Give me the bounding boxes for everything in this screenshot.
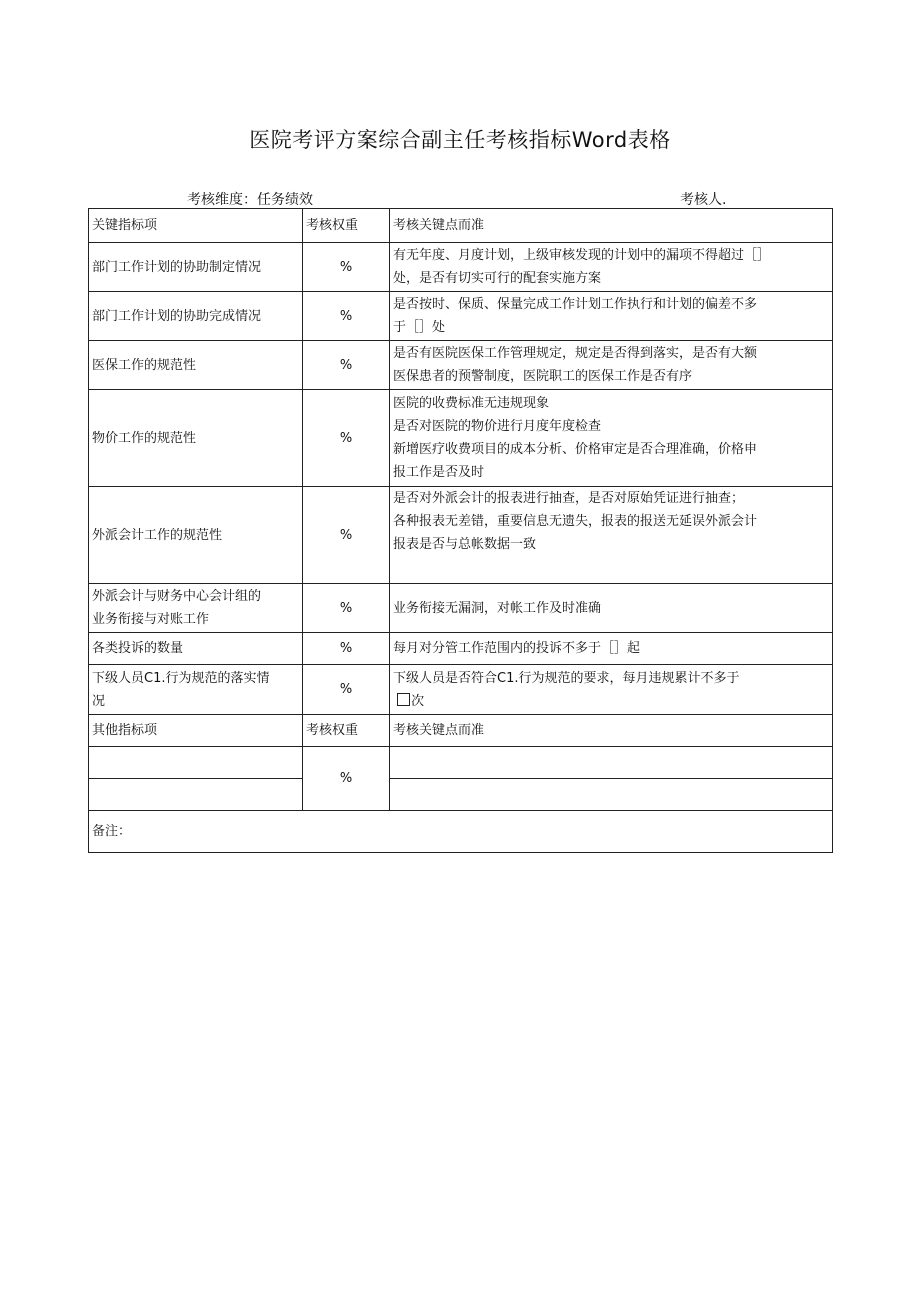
indicator-cell (89, 243, 303, 292)
table-row (89, 584, 833, 633)
table-row (89, 292, 833, 341)
criteria-line: 新增医疗收费项目的成本分析、价格审定是否合理准确，价格申 (393, 442, 758, 457)
table-row (89, 487, 833, 584)
other-criteria-cell[interactable] (390, 747, 833, 779)
criteria-line: 是否对医院的物价进行月度年度检查 (393, 419, 602, 434)
checkbox-icon (397, 693, 410, 706)
indicator-text: 医保工作的规范性 (92, 357, 197, 373)
assessor-label: 考核人. (680, 192, 727, 208)
table-row (89, 341, 833, 390)
criteria-cell (390, 633, 833, 665)
indicator-text: 外派会计与财务中心会计组的 (92, 589, 262, 604)
criteria-line: 有无年度、月度计划，上级审核发现的计划中的漏项不得超过［］ (393, 248, 771, 263)
remarks-row (89, 811, 833, 853)
other-criteria-cell[interactable] (390, 779, 833, 811)
weight-cell: % (303, 390, 390, 487)
other-header-row (89, 715, 833, 747)
criteria-line: 处，是否有切实可行的配套实施方案 (393, 271, 602, 286)
header-criteria: 考核关键点而准 (390, 715, 833, 747)
document-title: 医院考评方案综合副主任考核指标Word表格 (249, 128, 671, 152)
criteria-cell (390, 584, 833, 633)
indicator-cell (89, 633, 303, 665)
criteria-cell (390, 292, 833, 341)
header-weight: 考核权重 (303, 209, 390, 243)
indicator-text: 部门工作计划的协助完成情况 (92, 308, 262, 324)
criteria-line: 于［］处 (393, 320, 446, 335)
criteria-line: 报表是否与总帐数据一致 (393, 537, 537, 552)
weight-cell: % (303, 633, 390, 665)
other-indicator-cell[interactable] (89, 747, 303, 779)
criteria-cell (390, 341, 833, 390)
indicator-text: 下级人员C1.行为规范的落实情 (92, 670, 270, 686)
weight-cell: % (303, 487, 390, 584)
criteria-line: 医院的收费标准无违规现象 (393, 396, 550, 411)
indicator-text: 物价工作的规范性 (92, 430, 197, 446)
criteria-line-checkbox (393, 690, 829, 713)
criteria-line: 是否有医院医保工作管理规定，规定是否得到落实，是否有大额 (393, 346, 758, 361)
indicator-cell (89, 665, 303, 715)
table-row (89, 390, 833, 487)
table-row (89, 633, 833, 665)
indicator-cell (89, 341, 303, 390)
weight-cell: % (303, 665, 390, 715)
indicator-cell (89, 292, 303, 341)
table-row (89, 665, 833, 715)
weight-cell: % (303, 292, 390, 341)
weight-cell: % (303, 747, 390, 811)
criteria-line: 报工作是否及时 (393, 465, 485, 480)
indicator-text: 各类投诉的数量 (92, 641, 184, 656)
indicator-text: 部门工作计划的协助制定情况 (92, 259, 262, 275)
indicator-text: 况 (92, 693, 106, 709)
remarks-cell[interactable]: 备注： (89, 811, 833, 853)
criteria-suffix: 次 (411, 693, 425, 709)
weight-cell: % (303, 243, 390, 292)
criteria-line: 医保患者的预警制度，医院职工的医保工作是否有序 (393, 369, 693, 384)
criteria-line: 是否对外派会计的报表进行抽查，是否对原始凭证进行抽查； (393, 491, 745, 506)
indicator-text: 外派会计工作的规范性 (92, 527, 223, 543)
assessment-dimension: 考核维度：任务绩效 (187, 192, 313, 208)
criteria-line: 各种报表无差错，重要信息无遗失，报表的报送无延误外派会计 (393, 514, 758, 529)
weight-cell: % (303, 584, 390, 633)
criteria-cell (390, 487, 833, 584)
weight-cell: % (303, 341, 390, 390)
criteria-cell (390, 390, 833, 487)
criteria-cell (390, 665, 833, 715)
table-row (89, 779, 833, 811)
header-other-indicator: 其他指标项 (89, 715, 303, 747)
assessment-table (88, 208, 833, 853)
criteria-line: 下级人员是否符合C1.行为规范的要求，每月违规累计不多于 (393, 670, 740, 686)
criteria-line: 业务衔接无漏洞，对帐工作及时准确 (393, 600, 602, 616)
table-row (89, 243, 833, 292)
header-weight: 考核权重 (303, 715, 390, 747)
header-criteria: 考核关键点而准 (390, 209, 833, 243)
indicator-text: 业务衔接与对账工作 (92, 612, 210, 627)
criteria-cell (390, 243, 833, 292)
criteria-line: 是否按时、保质、保量完成工作计划工作执行和计划的偏差不多 (393, 297, 758, 312)
indicator-cell (89, 487, 303, 584)
table-header-row (89, 209, 833, 243)
indicator-cell (89, 390, 303, 487)
criteria-line: 每月对分管工作范围内的投诉不多于［］起 (393, 641, 641, 656)
header-key-indicator: 关键指标项 (89, 209, 303, 243)
indicator-cell (89, 584, 303, 633)
other-indicator-cell[interactable] (89, 779, 303, 811)
table-row (89, 747, 833, 779)
